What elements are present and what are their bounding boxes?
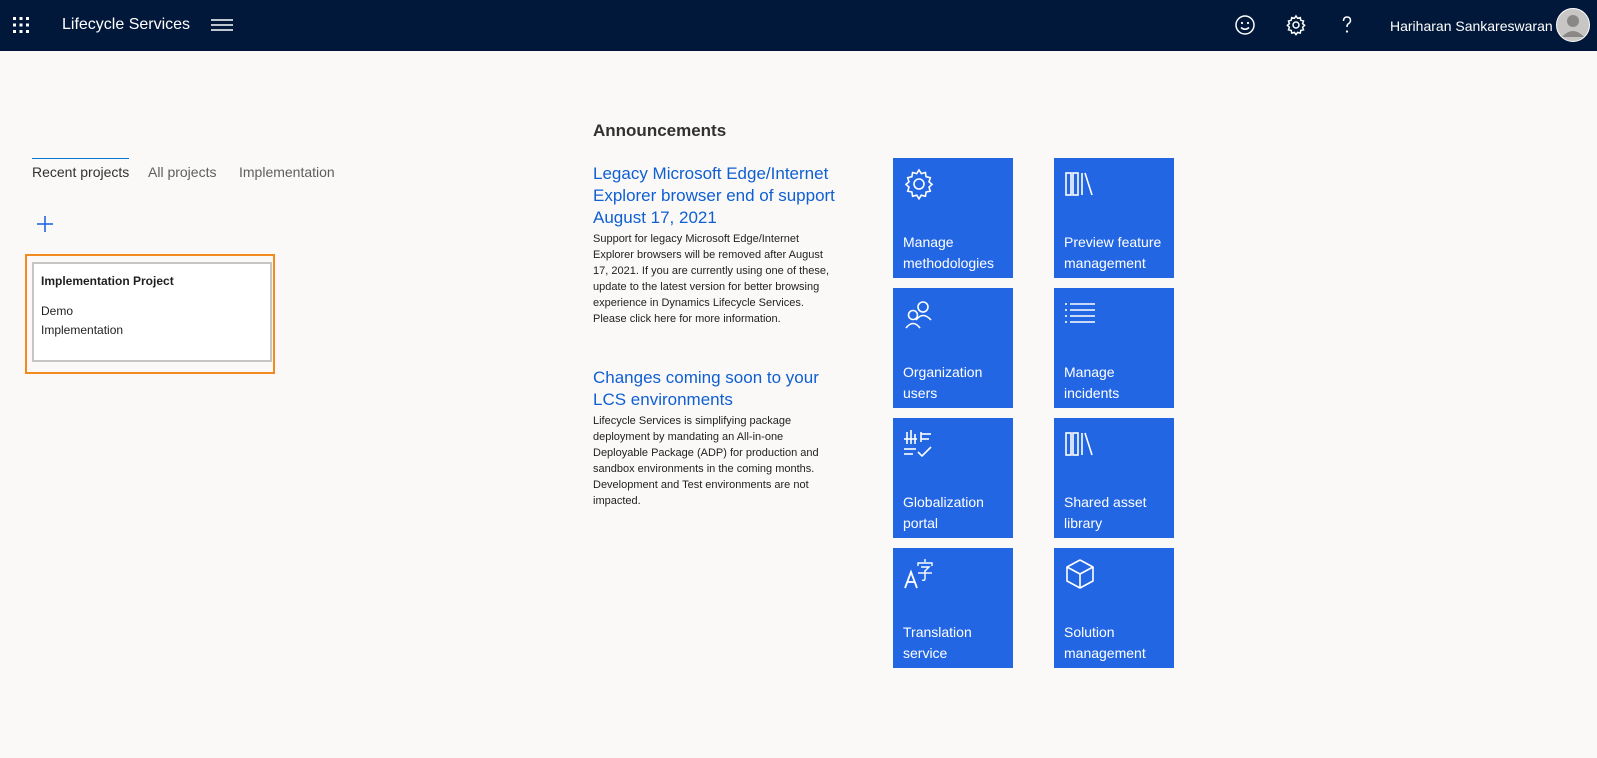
help-icon[interactable] bbox=[1336, 14, 1358, 36]
translate-icon bbox=[903, 558, 935, 590]
announcement-title-link[interactable]: Changes coming soon to your LCS environments bbox=[593, 368, 819, 409]
announcements-heading: Announcements bbox=[593, 121, 727, 140]
announcement-item bbox=[593, 367, 838, 509]
tile-manage-incidents[interactable] bbox=[1054, 288, 1174, 408]
library-icon bbox=[1064, 168, 1096, 200]
tab-all-projects[interactable]: All projects bbox=[148, 164, 217, 180]
tile-manage-methodologies[interactable] bbox=[893, 158, 1013, 278]
tile-label: Manage methodologies bbox=[903, 234, 995, 271]
announcement-body: Lifecycle Services is simplifying package deployment by mandating an All-in-one Deployable Package (ADP) for production and sandbox environments in the coming months. Development and Test environments are not impacted. bbox=[593, 415, 819, 507]
tile-solution-management[interactable] bbox=[1054, 548, 1174, 668]
tile-shared-asset-library[interactable] bbox=[1054, 418, 1174, 538]
list-icon bbox=[1064, 298, 1096, 330]
tile-label: Solution management bbox=[1064, 624, 1146, 661]
settings-gear-icon[interactable] bbox=[1285, 14, 1307, 36]
tile-globalization-portal[interactable] bbox=[893, 418, 1013, 538]
user-name[interactable]: Hariharan Sankareswaran bbox=[1390, 18, 1553, 34]
gear-icon bbox=[903, 168, 935, 200]
tile-label: Manage incidents bbox=[1064, 364, 1120, 401]
tile-label: Shared asset library bbox=[1064, 494, 1147, 531]
project-card[interactable] bbox=[32, 262, 272, 362]
tile-label: Organization users bbox=[903, 364, 983, 401]
app-launcher-icon[interactable] bbox=[12, 16, 30, 34]
project-type: Implementation bbox=[41, 323, 124, 337]
project-title: Implementation Project bbox=[41, 274, 174, 288]
user-avatar-icon[interactable] bbox=[1556, 8, 1590, 42]
tile-label: Globalization portal bbox=[903, 494, 984, 531]
feedback-smiley-icon[interactable] bbox=[1234, 14, 1256, 36]
tile-translation-service[interactable] bbox=[893, 548, 1013, 668]
tile-label: Preview feature management bbox=[1064, 234, 1162, 271]
menu-icon[interactable] bbox=[211, 17, 233, 33]
library-icon bbox=[1064, 428, 1096, 460]
plus-icon[interactable] bbox=[37, 216, 53, 232]
tab-implementation[interactable]: Implementation bbox=[239, 164, 335, 180]
tile-label: Translation service bbox=[903, 624, 972, 661]
announcement-title-link[interactable]: Legacy Microsoft Edge/Internet Explorer browser end of support August 17, 2021 bbox=[593, 164, 835, 227]
announcement-body: Support for legacy Microsoft Edge/Internet Explorer browsers will be removed after August 17, 2021. If you are currently using one of these, update to the latest version for better browsing experience in Dynamics Lifecycle Services. Please click here for more information. bbox=[593, 233, 830, 325]
tile-organization-users[interactable] bbox=[893, 288, 1013, 408]
app-title[interactable]: Lifecycle Services bbox=[62, 16, 191, 33]
top-navigation-bar bbox=[0, 0, 1597, 51]
tile-preview-feature-management[interactable] bbox=[1054, 158, 1174, 278]
globalization-icon bbox=[903, 428, 935, 460]
package-box-icon bbox=[1064, 558, 1096, 590]
tab-recent-projects[interactable]: Recent projects bbox=[32, 158, 129, 182]
announcement-item bbox=[593, 163, 838, 327]
project-organization: Demo bbox=[41, 304, 74, 318]
people-icon bbox=[903, 298, 935, 330]
